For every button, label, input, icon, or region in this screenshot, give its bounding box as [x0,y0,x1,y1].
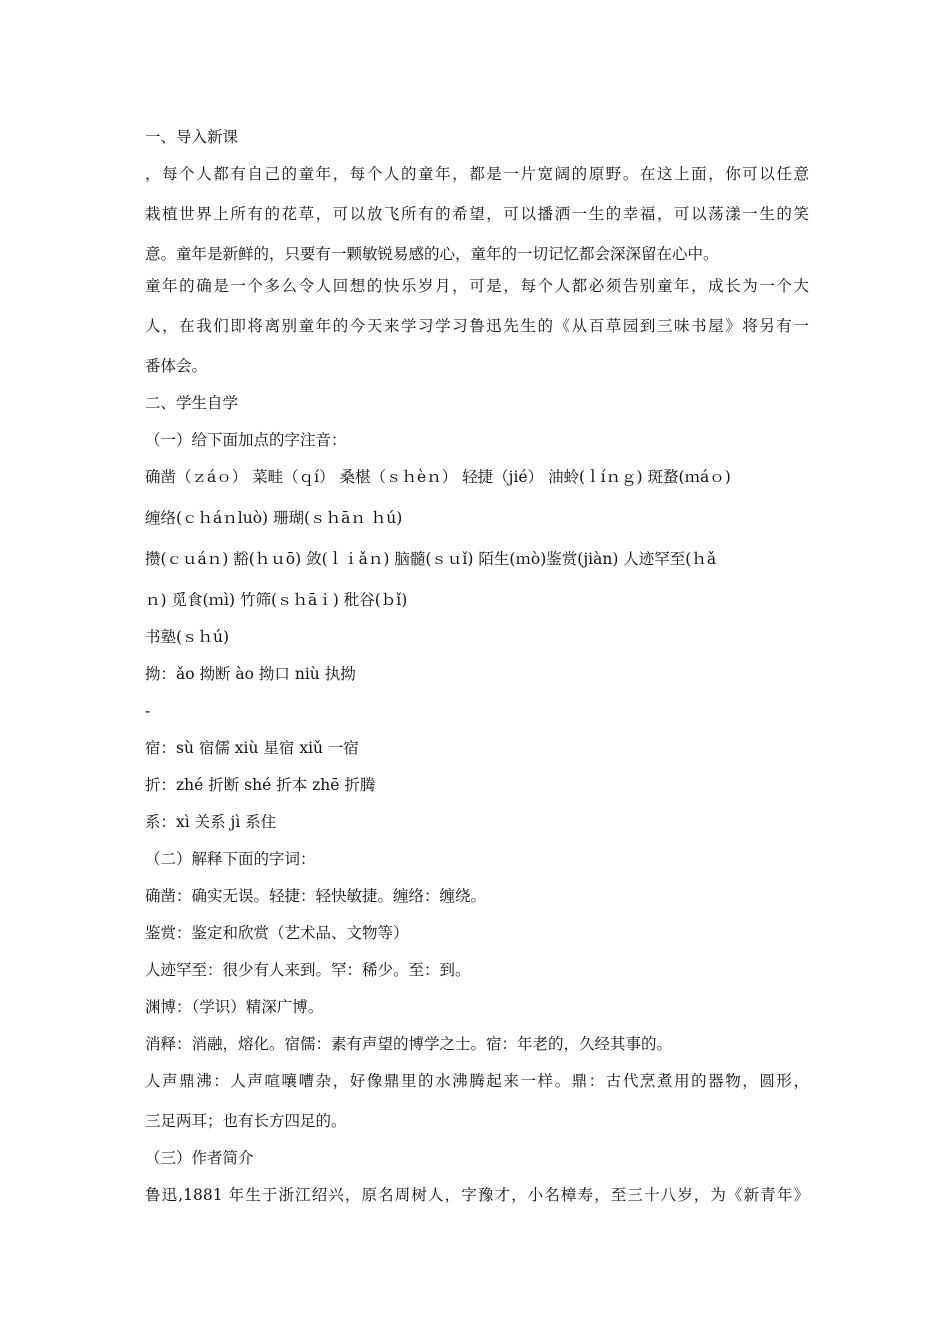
vocab-line: 鉴赏：鉴定和欣赏（艺术品、文物等） [145,924,409,942]
pinyin-line: 攒(ｃｕáｎ) 豁(ｈｕō) 敛(ｌｉǎｎ) 脑髓(ｓｕǐ) 陌生(ｍò)鉴赏(jiàn) 人迹罕至(ｈǎ [145,550,717,568]
vocab-line: 确凿：确实无误。轻捷：轻快敏捷。缠络：缠绕。 [145,887,487,905]
pinyin-line: 缠络(ｃｈáｎluò) 珊瑚(ｓｈāｎ ｈú) [145,509,403,527]
section-heading-self-study: 二、学生自学 [145,394,239,412]
polyphone-line: 系：xì 关系 jì 系住 [145,813,277,831]
paragraph-line: 意。童年是新鲜的，只要有一颗敏锐易感的心，童年的一切记忆都会深深留在心中。 [145,245,719,263]
polyphone-line: 折：zhé 折断 shé 折本 zhē 折腾 [145,776,376,794]
paragraph-line: 栽植世界上所有的花草，可以放飞所有的希望，可以播洒一生的幸福，可以荡漾一生的笑 [145,205,809,223]
author-line: 鲁迅,1881 年生于浙江绍兴，原名周树人，字豫才，小名樟寿，至三十八岁，为《新青年》 [145,1186,809,1204]
paragraph-line: 人，在我们即将离别童年的今天来学习学习鲁迅先生的《从百草园到三味书屋》将另有一 [145,317,809,335]
vocab-line: 渊博：（学识）精深广博。 [145,998,324,1016]
pinyin-line: 确凿（ｚáｏ） 菜畦（ｑí） 桑椹（ｓｈèｎ） 轻捷（jié） 油蛉(ｌíｎｇ) 斑蝥(ｍáｏ) [145,468,731,486]
paragraph-line: ，每个人都有自己的童年，每个人的童年，都是一片宽阔的原野。在这上面，你可以任意 [145,165,809,183]
paragraph-line: 番体会。 [145,357,208,375]
section-heading-intro: 一、导入新课 [145,128,239,146]
vocab-line: 人迹罕至：很少有人来到。罕：稀少。至：到。 [145,961,471,979]
vocab-line: 三足两耳；也有长方四足的。 [145,1112,347,1130]
polyphone-line: 宿：sù 宿儒 xiù 星宿 xiǔ 一宿 [145,739,359,757]
pinyin-line: ｎ) 觅食(ｍì) 竹筛(ｓｈāｉ) 秕谷(ｂǐ) [145,591,408,609]
document-body [145,124,809,1222]
subsection-heading-vocab: （二）解释下面的字词： [145,850,316,868]
separator-mark: - [145,702,151,720]
vocab-line: 消释：消融，熔化。宿儒：素有声望的博学之士。宿：年老的，久经其事的。 [145,1035,673,1053]
pinyin-line: 书塾(ｓｈú) [145,628,230,646]
subsection-heading-author: （三）作者简介 [145,1149,254,1167]
subsection-heading-pinyin: （一）给下面加点的字注音： [145,431,347,449]
polyphone-line: 拗：ǎo 拗断 ào 拗口 niù 执拗 [145,665,356,683]
paragraph-line: 童年的确是一个多么令人回想的快乐岁月，可是，每个人都必须告别童年，成长为一个大 [145,277,809,295]
vocab-line: 人声鼎沸：人声喧嚷嘈杂，好像鼎里的水沸腾起来一样。鼎：古代烹煮用的器物，圆形， [145,1072,809,1090]
